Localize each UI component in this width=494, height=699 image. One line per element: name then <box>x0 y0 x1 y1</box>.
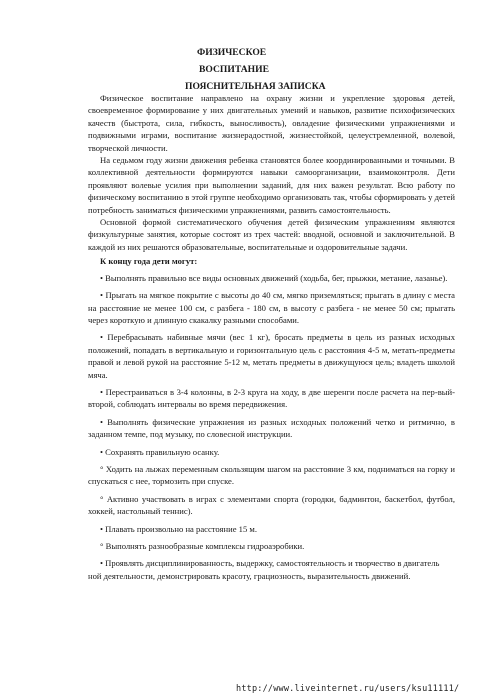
list-item <box>88 416 455 441</box>
headings-block <box>0 44 494 95</box>
list-item-text: Перебрасывать набивные мячи (вес 1 кг), бросать предметы в цель из разных исходных положений, попадать в вертикальную и горизонтальную цель с расстояния 4-5 м, метать-предметы правой и левой рукой на расстояние 5-12 м, метать предметы в движущуюся цель; владеть школой мяча. <box>88 332 455 380</box>
list-item <box>88 523 455 535</box>
paragraph: Физическое воспитание направлено на охрану жизни и укрепление здоровья детей, своевременное формирование у них двигательных умений и навыков, развитие психофизических качеств (быстрота, сила, гибкость, выносливость), овладение физическими упражнениями и подвижными играми, воспитание жизнерадостной, жизнестойкой, целеустремленной, волевой, творческой личности. <box>88 93 455 153</box>
list-item-text: Выполнять правильно все виды основных движений (ходьба, бег, прыжки, метание, лазанье). <box>105 272 448 283</box>
list-item-text: Выполнять физические упражнения из разных исходных положений четко и ритмично, в заданном темпе, под музыку, по словесной инструкции. <box>88 416 455 440</box>
list-item <box>88 540 455 552</box>
list-item <box>88 446 455 458</box>
list-item-text: Выполнять разнообразные комплексы гидроаэробики. <box>105 541 305 551</box>
bullet-marker: • <box>100 446 104 457</box>
heading-physical: ФИЗИЧЕСКОЕ <box>197 47 267 58</box>
list-item-text: Проявлять дисциплинированность, выдержку, самостоятельность и творчество в двигатель <box>105 558 440 569</box>
list-item <box>88 557 455 569</box>
list-item <box>88 289 455 326</box>
bullet-marker: ° <box>100 541 104 551</box>
bullet-marker: • <box>100 290 104 301</box>
source-url-watermark: http://www.liveinternet.ru/users/ksu11111/ <box>236 684 460 694</box>
list-item-text: Прыгать на мягкое покрытие с высоты до 40 см, мягко приземляться; прыгать в длину с места на расстояние не менее 100 см, с разбега - 180 см, в высоту с разбега - не менее 50 см; прыгать через короткую и длинную скакалку разными способами. <box>88 290 455 325</box>
list-item-text: Перестраиваться в 3-4 колонны, в 2-3 круга на ходу, в две шеренги после расчета на пер-вый-второй, соблюдать интервалы во время передвижения. <box>88 386 455 410</box>
heading-explanatory-note: ПОЯСНИТЕЛЬНАЯ ЗАПИСКА <box>185 81 326 92</box>
subheading: К концу года дети могут: <box>100 256 198 267</box>
bullet-marker: • <box>100 523 104 534</box>
bullet-marker: • <box>100 386 104 397</box>
bullet-marker: ° <box>100 463 104 474</box>
body-text <box>88 92 455 582</box>
list-item-text: Сохранять правильную осанку. <box>105 446 220 457</box>
heading-education: ВОСПИТАНИЕ <box>199 64 270 75</box>
bullet-marker: • <box>100 416 104 427</box>
paragraph: На седьмом году жизни движения ребенка становятся более координированными и точными. В коллективной деятельности формируются навыки самоорганизации, взаимоконтроля. Дети проявляют волевые усилия при выполнении заданий, для них важен результат. Всю работу по физическому воспитанию в этой группе необходимо организовать так, чтобы сформировать у детей потребность заниматься физическими упражнениями, развить самостоятельность. <box>88 155 455 215</box>
list-item <box>88 272 455 284</box>
bullet-marker: • <box>100 332 104 343</box>
list-item <box>88 493 455 518</box>
list-item <box>88 386 455 411</box>
bullet-marker: ° <box>100 493 104 504</box>
list-item-text: Плавать произвольно на расстояние 15 м. <box>105 523 257 534</box>
list-item <box>88 331 455 381</box>
list-item-text: Ходить на лыжах переменным скользящим шагом на расстояние 3 км, подниматься на горку и спускаться с нее, тормозить при спуске. <box>88 463 455 487</box>
paragraph: Основной формой систематического обучения детей физическим упражнениям являются физкультурные занятия, которые состоят из трех частей: вводной, основной и заключительной. В каждой из них решаются образовательные, воспитательные и оздоровительные задачи. <box>88 217 455 252</box>
list-item-text: Активно участвовать в играх с элементами спорта (городки, бадминтон, баскетбол, футбол, хоккей, настольный теннис). <box>88 493 455 517</box>
list-item <box>88 463 455 488</box>
continuation-line: ной деятельности, демонстрировать красоту, грациозность, выразительность движений. <box>88 570 411 581</box>
bullet-marker: • <box>100 558 104 569</box>
bullet-marker: • <box>100 272 104 283</box>
